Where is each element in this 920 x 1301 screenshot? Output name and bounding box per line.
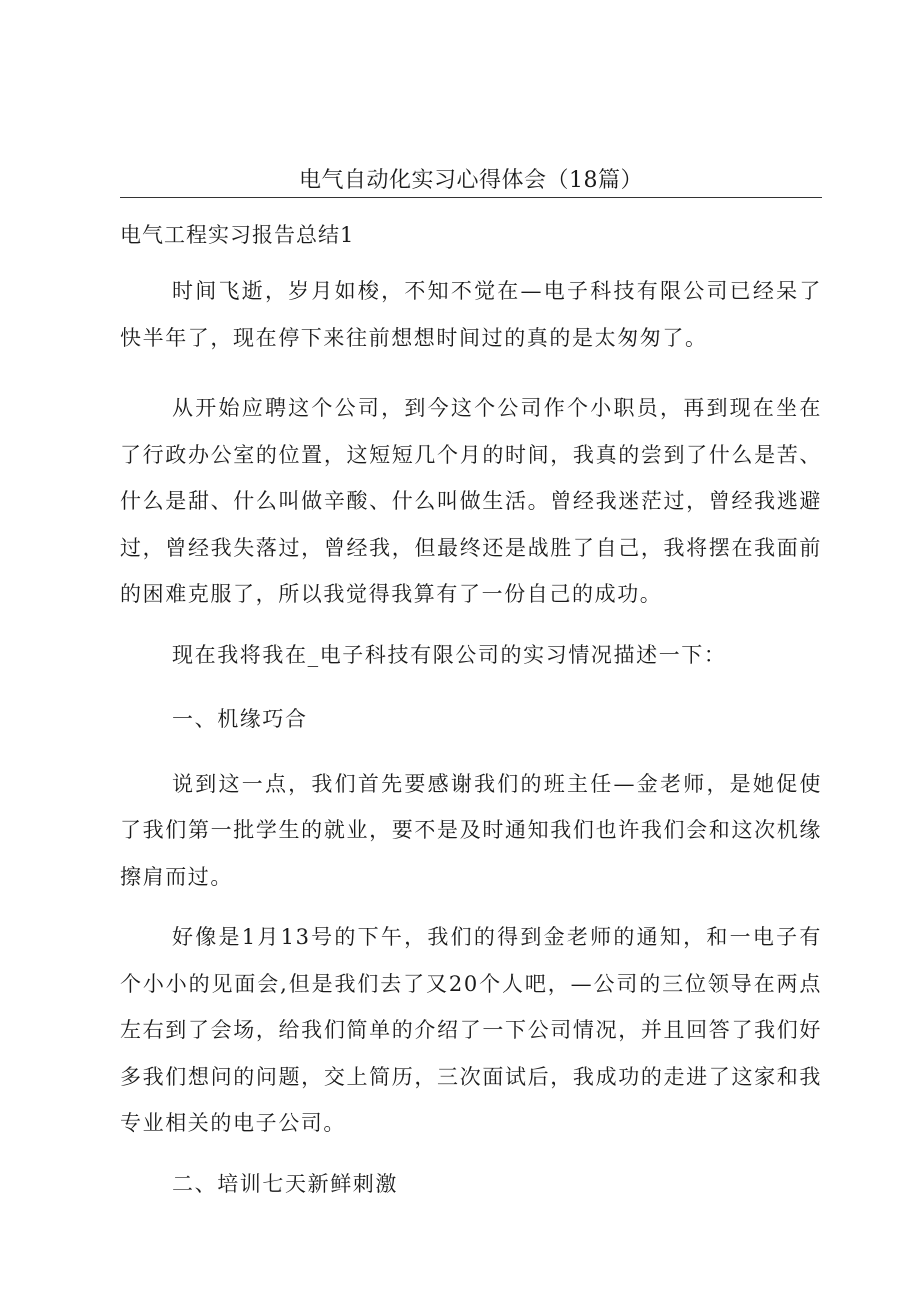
document-body	[120, 268, 822, 1229]
paragraph-meeting: 好像是1月13号的下午，我们的得到金老师的通知，和一电子有个小小的见面会,但是我们去了又20个人吧，—公司的三位领导在两点左右到了会场，给我们简单的介绍了一下公司情况，并且回答了我们好多我们想问的问题，交上简历，三次面试后，我成功的走进了这家和我专业相关的电子公司。	[120, 925, 822, 1135]
document-title: 电气自动化实习心得体会（18篇）	[299, 168, 643, 193]
title-underline-rule	[120, 197, 822, 198]
subheading-opportunity: 一、机缘巧合	[172, 707, 308, 731]
paragraph-teacher-thanks: 说到这一点，我们首先要感谢我们的班主任—金老师，是她促使了我们第一批学生的就业，要不是及时通知我们也许我们会和这次机缘擦肩而过。	[120, 771, 822, 889]
paragraph-overview: 现在我将我在_电子科技有限公司的实习情况描述一下：	[172, 642, 727, 667]
section-heading: 电气工程实习报告总结1	[120, 223, 355, 247]
paragraph-applying: 从开始应聘这个公司，到今这个公司作个小职员，再到现在坐在了行政办公室的位置，这短短几个月的时间，我真的尝到了什么是苦、什么是甜、什么叫做辛酸、什么叫做生活。曾经我迷茫过，曾经我逃避过，曾经我失落过，曾经我，但最终还是战胜了自己，我将摆在我面前的困难克服了，所以我觉得我算有了一份自己的成功。	[120, 396, 822, 606]
paragraph-intro: 时间飞逝，岁月如梭，不知不觉在—电子科技有限公司已经呆了快半年了，现在停下来往前想想时间过的真的是太匆匆了。	[120, 279, 822, 350]
subheading-training: 二、培训七天新鲜刺激	[172, 1171, 398, 1196]
